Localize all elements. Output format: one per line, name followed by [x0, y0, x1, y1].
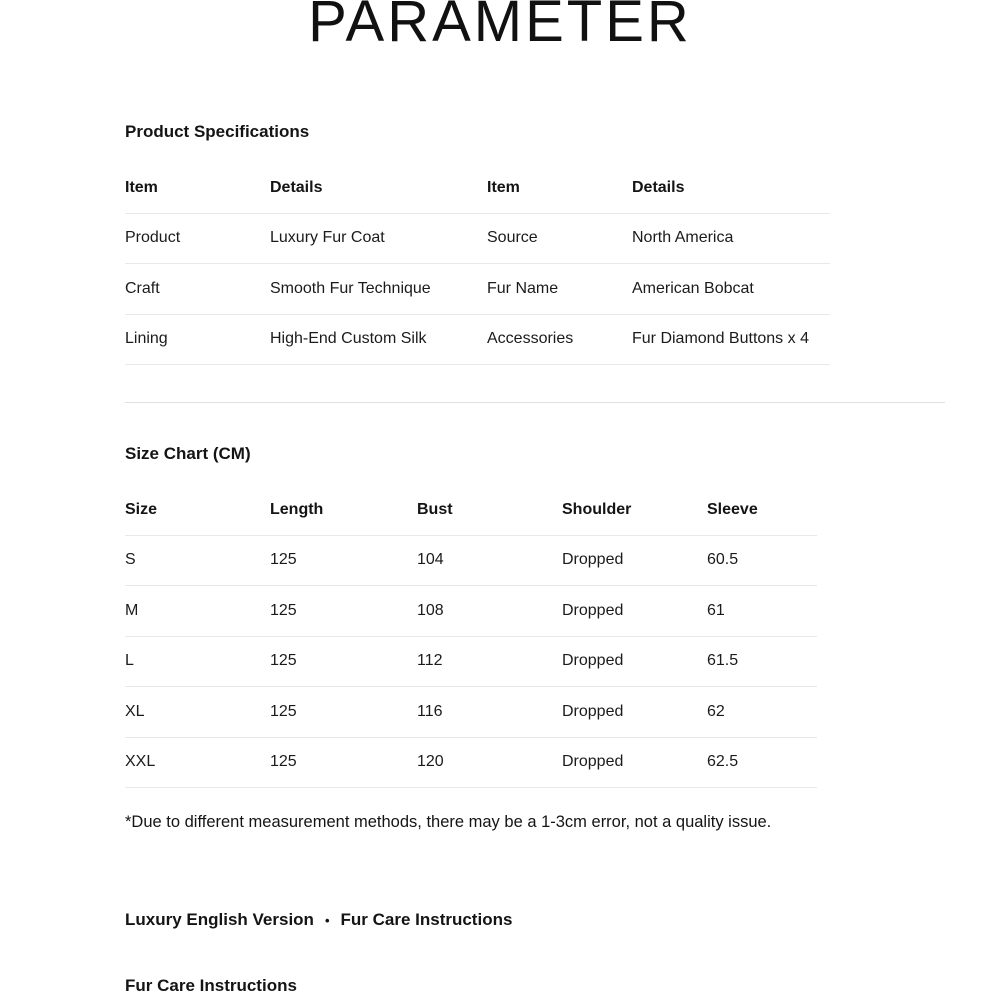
- size-table-row: [125, 536, 817, 587]
- size-chart-heading: Size Chart (CM): [125, 444, 251, 463]
- size-cell: 120: [417, 753, 444, 771]
- spec-table-row: [125, 315, 830, 366]
- page-title: PARAMETER: [308, 0, 692, 54]
- size-cell: Dropped: [562, 601, 624, 619]
- size-cell: S: [125, 551, 136, 569]
- size-col-header: Bust: [417, 500, 453, 518]
- size-cell: 112: [417, 652, 443, 670]
- size-cell: 125: [270, 702, 297, 720]
- size-table-header-row: [125, 485, 817, 536]
- size-cell: 62: [707, 702, 725, 720]
- spec-cell: Accessories: [487, 330, 574, 348]
- size-cell: 108: [417, 601, 444, 619]
- size-cell: XL: [125, 702, 145, 720]
- section-divider: [125, 402, 945, 403]
- size-cell: XXL: [125, 753, 156, 771]
- spec-cell: Craft: [125, 279, 160, 297]
- spec-col-header: Item: [487, 178, 520, 196]
- fur-care-heading: Fur Care Instructions: [125, 976, 297, 995]
- size-col-header: Shoulder: [562, 500, 632, 518]
- spec-table-row: [125, 264, 830, 315]
- size-cell: Dropped: [562, 551, 624, 569]
- size-cell: 61.5: [707, 652, 739, 670]
- size-chart-table: [125, 485, 817, 788]
- size-cell: Dropped: [562, 652, 624, 670]
- spec-col-header: Item: [125, 178, 158, 196]
- size-table-row: [125, 586, 817, 637]
- spec-cell: Fur Name: [487, 279, 559, 297]
- size-cell: L: [125, 652, 134, 670]
- version-label: Luxury English Version: [125, 910, 314, 929]
- bullet-separator-icon: •: [324, 912, 330, 928]
- version-care-line: [125, 910, 512, 930]
- size-col-header: Sleeve: [707, 500, 758, 518]
- spec-cell: Fur Diamond Buttons x 4: [632, 330, 809, 348]
- size-cell: 125: [270, 601, 297, 619]
- measurement-note: *Due to different measurement methods, there may be a 1-3cm error, not a quality issue.: [125, 813, 772, 831]
- size-cell: 62.5: [707, 753, 739, 771]
- size-cell: 125: [270, 753, 297, 771]
- spec-cell: Product: [125, 229, 181, 247]
- size-cell: 60.5: [707, 551, 739, 569]
- size-table-row: [125, 687, 817, 738]
- size-cell: 116: [417, 702, 443, 720]
- size-cell: 104: [417, 551, 444, 569]
- size-table-row: [125, 738, 817, 789]
- spec-cell: Luxury Fur Coat: [270, 229, 385, 247]
- spec-col-header: Details: [270, 178, 323, 196]
- spec-table-row: [125, 214, 830, 265]
- spec-cell: American Bobcat: [632, 279, 754, 297]
- size-cell: 61: [707, 601, 725, 619]
- size-col-header: Length: [270, 500, 324, 518]
- spec-cell: Smooth Fur Technique: [270, 279, 431, 297]
- size-cell: Dropped: [562, 702, 624, 720]
- spec-cell: Lining: [125, 330, 168, 348]
- care-link-label: Fur Care Instructions: [340, 910, 513, 929]
- spec-cell: High-End Custom Silk: [270, 330, 427, 348]
- size-col-header: Size: [125, 500, 158, 518]
- spec-cell: Source: [487, 229, 538, 247]
- spec-table: [125, 163, 830, 365]
- size-cell: 125: [270, 652, 297, 670]
- spec-col-header: Details: [632, 178, 685, 196]
- size-table-row: [125, 637, 817, 688]
- spec-section-heading: Product Specifications: [125, 122, 310, 141]
- size-cell: M: [125, 601, 139, 619]
- size-cell: Dropped: [562, 753, 624, 771]
- spec-table-header-row: [125, 163, 830, 214]
- size-cell: 125: [270, 551, 297, 569]
- spec-cell: North America: [632, 229, 734, 247]
